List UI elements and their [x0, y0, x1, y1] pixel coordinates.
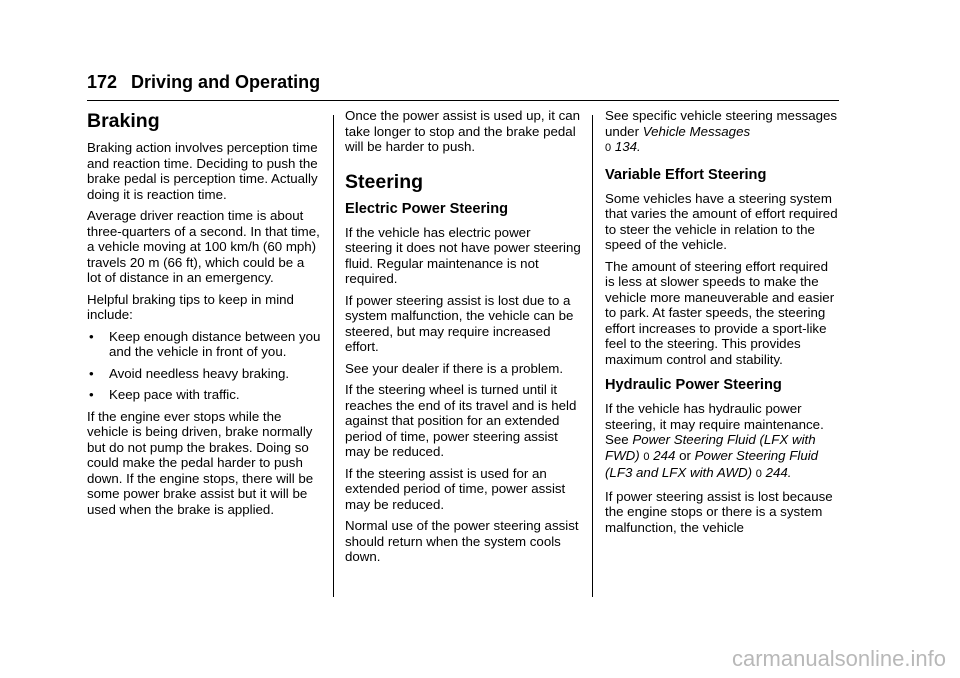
- eps-paragraph-3: See your dealer if there is a problem.: [345, 360, 564, 376]
- eps-paragraph-6: Normal use of the power steering assist should return when the system cools down.: [345, 518, 579, 564]
- hydraulic-power-steering-heading: Hydraulic Power Steering: [605, 377, 782, 393]
- column-1: [87, 108, 321, 523]
- braking-tip-text: Keep enough distance between you and the vehicle in front of you.: [109, 328, 321, 359]
- braking-continuation: Once the power assist is used up, it can take longer to stop and the brake pedal will be harder to push.: [345, 108, 581, 154]
- vehicle-messages-link[interactable]: Vehicle Messages: [642, 123, 751, 139]
- bullet-icon: •: [89, 365, 94, 381]
- page-ref-244-b[interactable]: 244: [765, 465, 788, 480]
- braking-tip-text: Avoid needless heavy braking.: [109, 365, 290, 381]
- ves-paragraph-1: Some vehicles have a steering system that varies the amount of effort required to steer the vehicle in relation to the speed of the vehicle.: [605, 190, 838, 252]
- period: .: [787, 465, 792, 480]
- bullet-icon: •: [89, 328, 94, 344]
- hps-paragraph-2: If power steering assist is lost because the engine stops or there is a system malfunction, the vehicle: [605, 488, 833, 535]
- section-title: Driving and Operating: [131, 72, 321, 92]
- header-text: [87, 72, 320, 93]
- braking-tip-1: [87, 329, 321, 360]
- power-steering-fluid-awd-link[interactable]: Power Steering Fluid (LF3 and LFX with AWD): [605, 447, 819, 480]
- column-3: [605, 108, 841, 541]
- page-ref-icon: 0: [605, 142, 612, 154]
- page-number: 172: [87, 72, 118, 92]
- eps-paragraph-1: If the vehicle has electric power steering it does not have power steering fluid. Regular maintenance is not required.: [345, 224, 581, 286]
- column-divider-right: [592, 115, 593, 597]
- electric-power-steering-heading: Electric Power Steering: [345, 200, 509, 217]
- steering-messages-text: See specific vehicle steering messages under: [605, 108, 838, 139]
- braking-heading: Braking: [87, 110, 160, 132]
- eps-paragraph-5: If the steering assist is used for an extended period of time, power assist may be reduced.: [345, 465, 566, 512]
- eps-paragraph-4: If the steering wheel is turned until it reaches the end of its travel and is held against that position for an extended period of time, power steering assist may be reduced.: [345, 382, 577, 459]
- ves-paragraph-2: The amount of steering effort required is less at slower speeds to make the vehicle more maneuverable and easier to park. At faster speeds, the steering effort increases to provide a sport-like feel to the steering. This provides maximum control and stability.: [605, 258, 835, 367]
- period: .: [637, 139, 641, 154]
- page-ref-244-a[interactable]: 244: [653, 447, 676, 463]
- watermark: carmanualsonline.info: [731, 646, 946, 671]
- page-ref-134[interactable]: 134: [614, 139, 638, 154]
- braking-paragraph-3: Helpful braking tips to keep in mind include:: [87, 291, 294, 322]
- eps-paragraph-2: If power steering assist is lost due to a system malfunction, the vehicle can be steered, but may require increased effort.: [345, 292, 574, 354]
- page-ref-icon: 0: [755, 468, 762, 480]
- braking-paragraph-1: Braking action involves perception time and reaction time. Deciding to push the brake pedal is perception time. Actually doing it is reaction time.: [87, 140, 318, 202]
- page-ref-icon: 0: [643, 450, 650, 463]
- steering-heading: Steering: [345, 170, 424, 193]
- page-header: [87, 70, 839, 101]
- braking-paragraph-2: Average driver reaction time is about three-quarters of a second. In that time, a vehicle moving at 100 km/h (60 mph) travels 20 m (66 ft), which could be a lot of distance in an emergency.: [87, 208, 320, 285]
- steering-messages-paragraph: [605, 108, 841, 157]
- hps-paragraph-1: [605, 401, 841, 483]
- column-divider-left: [333, 115, 334, 597]
- braking-paragraph-4: If the engine ever stops while the vehicle is being driven, brake normally but do not pump the brakes. Doing so could make the pedal harder to push down. If the engine stops, there will be some power brake assist but it will be used when the brake is applied.: [87, 408, 314, 517]
- column-2: [345, 108, 581, 571]
- or-text: or: [675, 447, 695, 463]
- bullet-icon: •: [89, 387, 94, 402]
- hps-text: If the vehicle has hydraulic power steering, it may require maintenance. See: [605, 401, 824, 447]
- braking-tip-text: Keep pace with traffic.: [109, 387, 240, 402]
- braking-tip-3: [87, 387, 321, 403]
- variable-effort-steering-heading: Variable Effort Steering: [605, 166, 767, 183]
- power-steering-fluid-fwd-link[interactable]: Power Steering Fluid (LFX with FWD): [605, 432, 816, 463]
- braking-tip-2: [87, 366, 321, 382]
